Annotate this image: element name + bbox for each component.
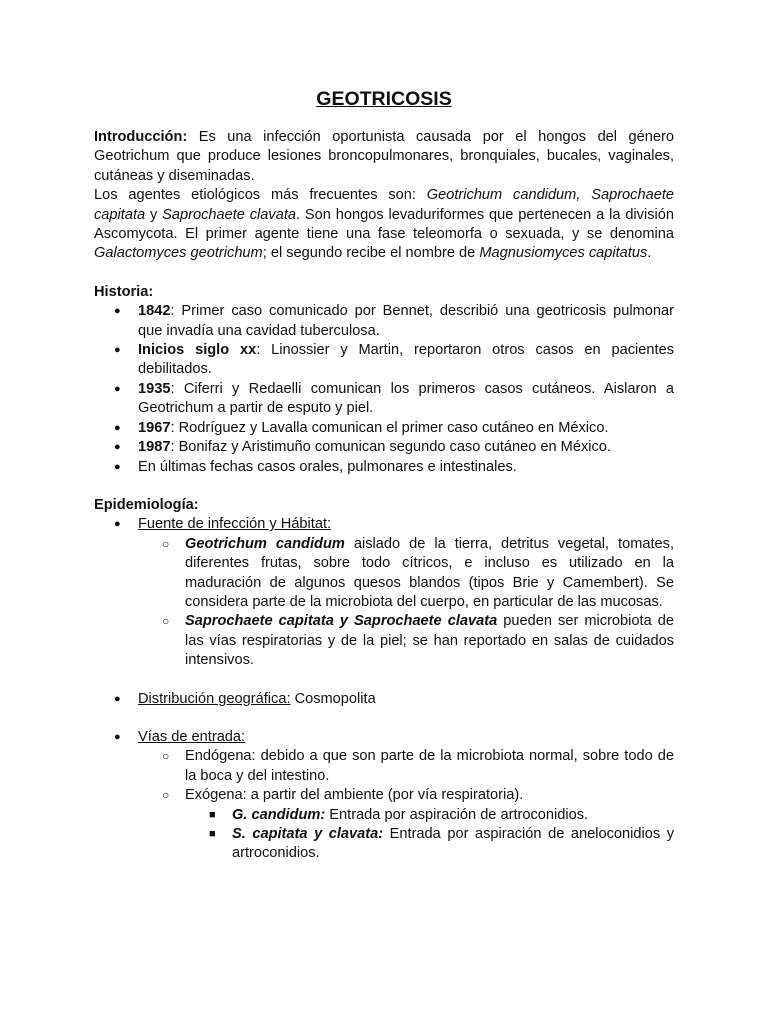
history-text: : Rodríguez y Lavalla comunican el primer caso cutáneo en México.	[170, 419, 609, 436]
vias-label: Vías de entrada:	[138, 728, 246, 745]
distribucion-label: Distribución geográfica:	[138, 690, 291, 707]
list-item	[138, 786, 674, 864]
intro-paragraph	[94, 128, 674, 186]
list-item-distribucion	[94, 690, 674, 709]
species-text: pueden ser microbiota de las vías respiratorias y de la piel; se han reportado en salas de cuidados intensivos.	[185, 613, 674, 669]
exogena-text: Exógena: a partir del ambiente (por vía respiratoria).	[185, 787, 524, 804]
vias-sublist	[138, 747, 674, 863]
species-name: Saprochaete capitata y Saprochaete clavata	[185, 613, 498, 630]
history-year: 1967	[138, 419, 171, 436]
distribucion-value: Cosmopolita	[290, 690, 376, 707]
agents-text-e: . Son hongos levaduriformes que pertenecen a la división Ascomycota. El primer agente tiene una fase teleomorfa o sexuada, y se denomina	[94, 206, 674, 243]
list-item	[94, 341, 674, 380]
list-item: ○ Endógena: debido a que son parte de la microbiota normal, sobre todo de la boca y del intestino.	[138, 747, 674, 786]
history-text: : Primer caso comunicado por Bennet, describió una geotricosis pulmonar que invadía una cavidad tuberculosa.	[138, 303, 674, 339]
history-year: 1935	[138, 380, 171, 397]
species-name: G. candidum:	[232, 806, 326, 823]
history-text: : Linossier y Martin, reportaron otros casos en pacientes debilitados.	[138, 342, 674, 378]
list-item	[138, 612, 674, 670]
intro-text: Es una infección oportunista causada por el hongos del género Geotrichum que produce lesiones broncopulmonares, bronquiales, bucales, vaginales, cutáneas y diseminadas.	[94, 129, 674, 184]
species-name: Geotrichum candidum	[185, 535, 345, 552]
history-year: 1842	[138, 303, 171, 320]
agents-text-i: .	[647, 245, 652, 262]
species-text: Entrada por aspiración de aneloconidios y artroconidios.	[232, 826, 674, 862]
exogena-sublist	[185, 806, 674, 864]
historia-heading: Historia:	[94, 283, 154, 300]
page-title: GEOTRICOSIS	[316, 88, 452, 110]
species-text: Entrada por aspiración de artroconidios.	[325, 806, 589, 823]
fuente-sublist	[138, 535, 674, 671]
agents-teleomorph: Galactomyces geotrichum	[94, 245, 263, 262]
epidemiologia-heading: Epidemiología:	[94, 496, 199, 513]
list-item-fuente	[94, 515, 674, 670]
history-text: : Bonifaz y Aristimuño comunican segundo caso cutáneo en México.	[170, 439, 611, 456]
agents-species-2: Saprochaete clavata	[162, 206, 296, 223]
agents-synonym: Magnusiomyces capitatus	[479, 245, 648, 262]
agents-paragraph	[94, 186, 674, 264]
history-year: 1987	[138, 439, 171, 456]
list-item	[185, 825, 674, 864]
list-item	[94, 438, 674, 457]
history-text: En últimas fechas casos orales, pulmonares e intestinales.	[138, 458, 517, 475]
list-item	[185, 806, 674, 825]
list-item	[94, 380, 674, 419]
species-text: aislado de la tierra, detritus vegetal, tomates, diferentes frutas, sobre todo cítricos, e incluso es utilizado en la maduración de algunos quesos blandos (tipos Brie y Camembert). Se considera parte de la microbiota del cuerpo, en particular de las mucosas.	[185, 535, 675, 610]
list-item	[94, 302, 674, 341]
fuente-label: Fuente de infección y Hábitat:	[138, 516, 332, 533]
historia-list	[94, 302, 674, 477]
agents-text-a: Los agentes etiológicos más frecuentes son:	[94, 187, 427, 204]
agents-species-1: Geotrichum candidum, Saprochaete capitata	[94, 187, 674, 223]
intro-label: Introducción:	[94, 129, 188, 145]
list-item-vias	[94, 728, 674, 864]
list-item	[94, 458, 674, 477]
species-name: S. capitata y clavata:	[232, 826, 384, 842]
list-item	[138, 535, 674, 613]
epidemiologia-list	[94, 515, 674, 864]
agents-text-c: y	[145, 206, 163, 223]
agents-text-g: ; el segundo recibe el nombre de	[262, 245, 480, 262]
list-item	[94, 419, 674, 438]
history-text: : Ciferri y Redaelli comunican los primeros casos cutáneos. Aislaron a Geotrichum a partir de esputo y piel.	[138, 380, 674, 417]
history-year: Inicios siglo xx	[138, 342, 257, 359]
